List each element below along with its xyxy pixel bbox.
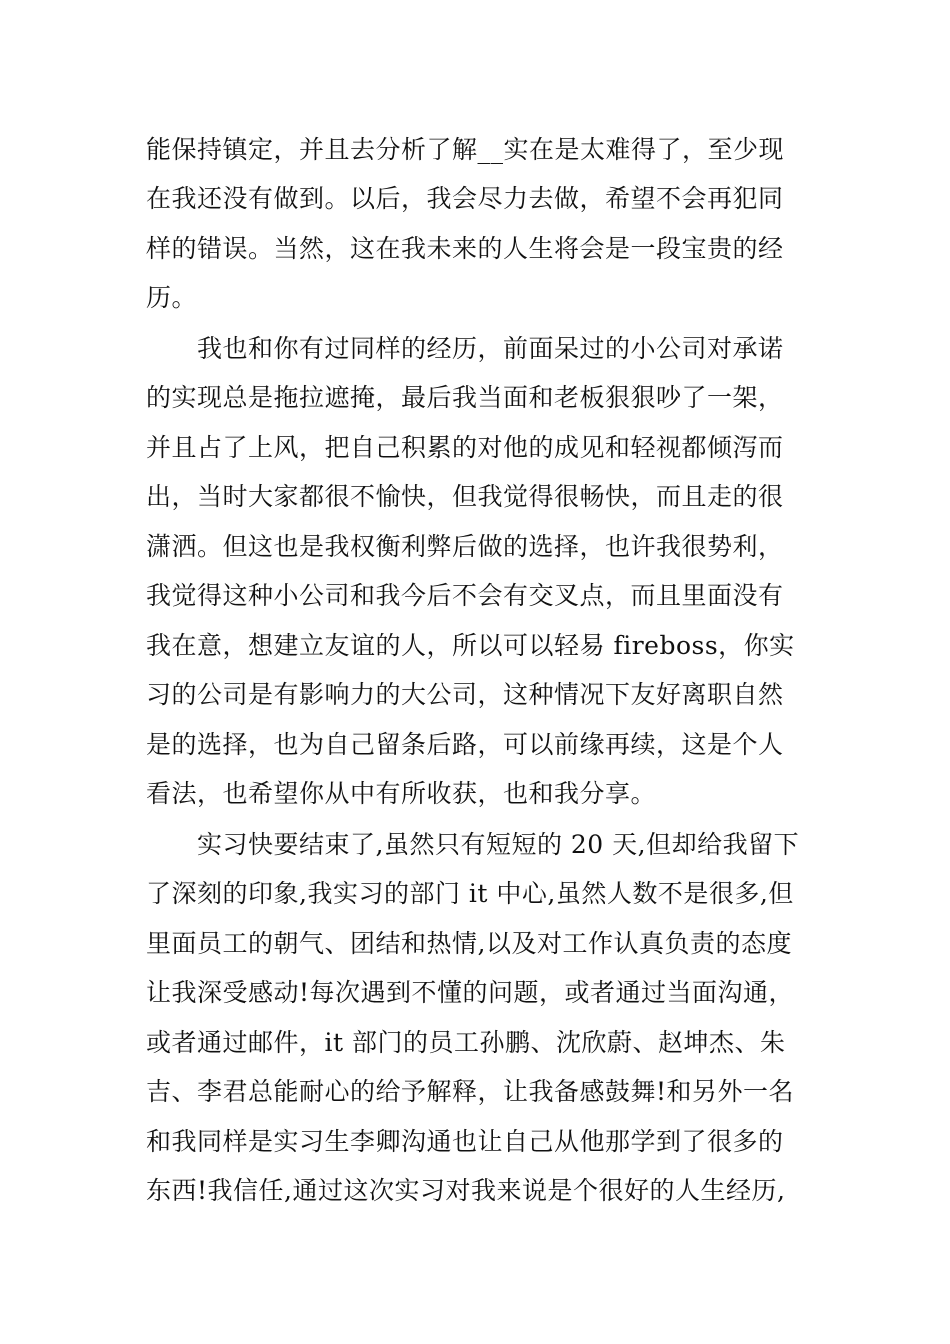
text-line: 习的公司是有影响力的大公司，这种情况下友好离职自然 — [146, 680, 784, 709]
text-line: 吉、李君总能耐心的给予解释，让我备感鼓舞!和另外一名 — [146, 1077, 795, 1106]
text-line: 了深刻的印象,我实习的部门 it 中心,虽然人数不是很多,但 — [146, 879, 794, 908]
text-line: 能保持镇定，并且去分析了解__实在是太难得了，至少现 — [146, 135, 785, 164]
text-line: 出，当时大家都很不愉快，但我觉得很畅快，而且走的很 — [146, 482, 784, 511]
text-line: 和我同样是实习生李卿沟通也让自己从他那学到了很多的 — [146, 1127, 784, 1156]
text-line: 潇洒。但这也是我权衡利弊后做的选择，也许我很势利， — [146, 532, 784, 561]
text-line: 让我深受感动!每次遇到不懂的问题，或者通过当面沟通， — [146, 978, 795, 1007]
text-line: 在我还没有做到。以后，我会尽力去做，希望不会再犯同 — [146, 184, 784, 213]
paragraph-first-line: 我也和你有过同样的经历，前面呆过的小公司对承诺 — [197, 334, 784, 363]
text-line: 的实现总是拖拉遮掩，最后我当面和老板狠狠吵了一架， — [146, 383, 784, 412]
paragraph-first-line: 实习快要结束了,虽然只有短短的 20 天,但却给我留下 — [197, 830, 800, 859]
text-line: 历。 — [146, 283, 198, 312]
text-line: 是的选择，也为自己留条后路，可以前缘再续，这是个人 — [146, 730, 784, 759]
text-line: 我在意，想建立友谊的人，所以可以轻易 fireboss，你实 — [146, 631, 795, 660]
text-line: 东西!我信任,通过这次实习对我来说是个很好的人生经历, — [146, 1176, 786, 1205]
text-line: 看法，也希望你从中有所收获，也和我分享。 — [146, 779, 657, 808]
text-line: 样的错误。当然，这在我未来的人生将会是一段宝贵的经 — [146, 234, 784, 263]
text-line: 我觉得这种小公司和我今后不会有交叉点，而且里面没有 — [146, 581, 784, 610]
text-line: 或者通过邮件，it 部门的员工孙鹏、沈欣蔚、赵坤杰、朱 — [146, 1028, 786, 1057]
text-line: 里面员工的朝气、团结和热情,以及对工作认真负责的态度 — [146, 929, 792, 958]
text-line: 并且占了上风，把自己积累的对他的成见和轻视都倾泻而 — [146, 433, 784, 462]
